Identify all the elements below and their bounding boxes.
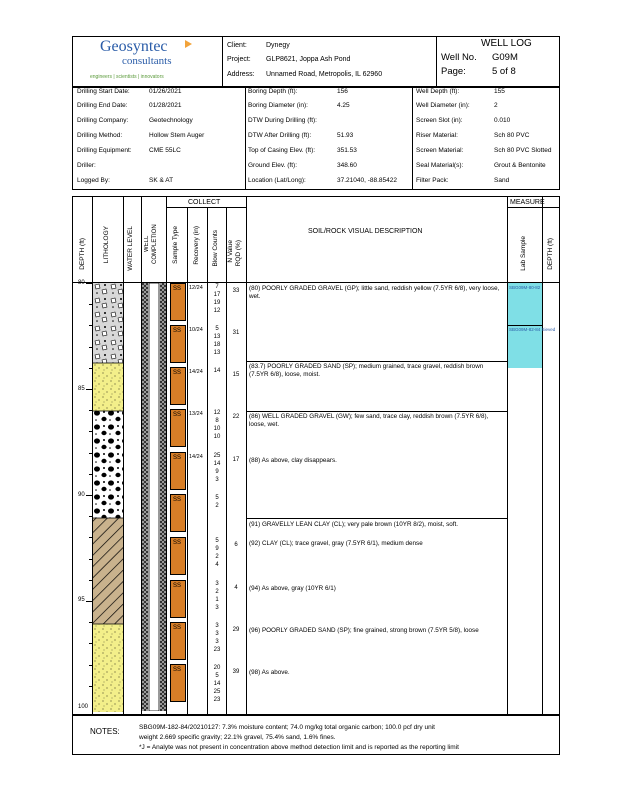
blow-count: 14: [213, 681, 221, 687]
soil-description: (83.7) POORLY GRADED SAND (SP); medium grained, trace gravel, reddish brown (7.5YR 6/8), loose, moist.: [249, 363, 484, 378]
blow-count: 2: [215, 503, 219, 509]
depth-tick: [86, 495, 92, 496]
notes-line-1: SBG09M-182-84/20210127: 7.3% moisture content; 74.0 mg/kg total organic carbon; 100.0 pcf dry unit: [139, 724, 435, 731]
col-recovery: Recovery (in): [193, 226, 200, 265]
n-value: 31: [232, 330, 240, 336]
page-value: 5 of 8: [492, 66, 516, 77]
info-value: Sand: [494, 177, 510, 184]
blow-count: 23: [213, 647, 221, 653]
description-divider: [246, 518, 507, 519]
depth-tick: [89, 516, 92, 517]
notes-line-2: weight 2.669 specific gravity; 22.1% gravel, 75.4% sand, 1.6% fines.: [139, 734, 336, 741]
project-label: Project:: [227, 56, 251, 63]
soil-description: (96) POORLY GRADED SAND (SP); fine grained, strong brown (7.5YR 5/8), loose: [249, 627, 479, 634]
lith-sand: [93, 363, 123, 411]
blow-count: 3: [215, 631, 219, 637]
blow-count: 23: [213, 697, 221, 703]
info-label: Boring Diameter (in):: [248, 102, 308, 109]
n-value: 15: [232, 372, 240, 378]
blow-count: 9: [215, 469, 219, 475]
info-label: Logged By:: [77, 177, 110, 184]
n-value: 4: [234, 585, 238, 591]
info-value: CME 55LC: [149, 147, 181, 154]
blow-count: 3: [215, 605, 219, 611]
soil-description: (88) As above, clay disappears.: [249, 457, 337, 464]
col-depth-right: DEPTH (ft): [547, 238, 554, 270]
depth-tick: [86, 283, 92, 284]
info-value: 348.60: [337, 162, 357, 169]
info-value: 01/26/2021: [149, 88, 182, 95]
blow-count: 14: [213, 461, 221, 467]
info-value: 37.21040, -88.85422: [337, 177, 397, 184]
col-blow-counts: Blow Counts: [212, 230, 219, 267]
col-sample-type: Sample Type: [172, 226, 179, 264]
info-label: Location (Lat/Long):: [248, 177, 306, 184]
blow-count: 12: [213, 308, 221, 314]
sample-recovery: 10/24: [189, 327, 203, 333]
blow-count: 13: [213, 350, 221, 356]
info-label: Top of Casing Elev. (ft):: [248, 147, 316, 154]
logo-tagline: engineers | scientists | innovators: [90, 74, 164, 80]
info-value: 156: [337, 88, 348, 95]
blow-count: 25: [213, 453, 221, 459]
depth-tick-label: 100: [78, 704, 89, 710]
col-water-level: WATER LEVEL: [127, 226, 134, 271]
depth-tick: [89, 686, 92, 687]
logo-sub: consultants: [122, 55, 172, 67]
notes-line-3: *J = Analyte was not present in concentration above method detection limit and is reported as the reporting limit: [139, 744, 459, 751]
project-value: GLP8621, Joppa Ash Pond: [266, 56, 351, 63]
blow-count: 12: [213, 410, 221, 416]
depth-tick: [89, 643, 92, 644]
address-label: Address:: [227, 71, 255, 78]
logo-mark-icon: [185, 40, 192, 48]
n-value: 17: [232, 457, 240, 463]
soil-description: (92) CLAY (CL); trace gravel, gray (7.5YR 6/1), medium dense: [249, 540, 423, 547]
soil-description: (86) WELL GRADED GRAVEL (GW); few sand, trace clay, reddish brown (7.5YR 6/8), loose, wet.: [249, 413, 489, 428]
depth-tick: [89, 431, 92, 432]
blow-count: 5: [215, 495, 219, 501]
depth-tick: [86, 601, 92, 602]
col-lab-sample: Lab Sample: [520, 236, 527, 271]
sample-type: SS: [173, 370, 182, 376]
info-block: [72, 87, 560, 190]
grout-left: [142, 283, 148, 711]
soil-description: (98) As above.: [249, 669, 290, 676]
depth-tick: [89, 325, 92, 326]
lith-gravel: [93, 283, 123, 363]
sample-recovery: 12/24: [189, 285, 203, 291]
depth-tick: [89, 347, 92, 348]
soil-description: (80) POORLY GRADED GRAVEL (GP); little sand, reddish yellow (7.5YR 6/8), very loose, wet.: [249, 285, 500, 300]
depth-tick: [86, 389, 92, 390]
blow-count: 4: [215, 562, 219, 568]
blow-count: 3: [215, 639, 219, 645]
sample-recovery: 14/24: [189, 369, 203, 375]
lithology-column: [93, 283, 123, 715]
info-value: 01/28/2021: [149, 102, 182, 109]
blow-count: 1: [215, 597, 219, 603]
sample-recovery: 13/24: [189, 411, 203, 417]
lab-sample-2: SBG09M-82-84 Sieved: [509, 327, 556, 332]
info-value: Sch 80 PVC Slotted: [494, 147, 552, 154]
info-value: Sch 80 PVC: [494, 132, 530, 139]
n-value: 6: [234, 542, 238, 548]
info-label: Drilling Company:: [77, 117, 129, 124]
blow-count: 10: [213, 426, 221, 432]
blow-count: 20: [213, 665, 221, 671]
depth-tick: [89, 665, 92, 666]
depth-tick-label: 85: [78, 386, 85, 392]
info-label: Well Diameter (in):: [416, 102, 470, 109]
blow-count: 3: [215, 623, 219, 629]
lith-clay: [93, 518, 123, 624]
sample-type: SS: [173, 412, 182, 418]
blow-count: 2: [215, 589, 219, 595]
col-n-value: N Value: [227, 240, 234, 263]
info-label: Screen Material:: [416, 147, 464, 154]
blow-count: 18: [213, 342, 221, 348]
info-label: Boring Depth (ft):: [248, 88, 298, 95]
grout-right: [160, 283, 166, 711]
info-value: 51.93: [337, 132, 354, 139]
well-no-value: G09M: [492, 52, 518, 63]
info-value: 351.53: [337, 147, 357, 154]
info-value: 4.25: [337, 102, 350, 109]
col-well-completion: WELL COMPLETION: [144, 224, 158, 264]
info-value: Grout & Bentonite: [494, 162, 546, 169]
blow-count: 3: [215, 581, 219, 587]
lith-sand-2: [93, 624, 123, 712]
col-depth: DEPTH (ft): [79, 238, 86, 270]
col-collect: COLLECT: [188, 199, 221, 206]
soil-description: (91) GRAVELLY LEAN CLAY (CL); very pale brown (10YR 8/2), moist, soft.: [249, 521, 459, 528]
info-label: Riser Material:: [416, 132, 458, 139]
casing: [149, 283, 159, 711]
n-value: 29: [232, 627, 240, 633]
company-logo: [84, 38, 212, 83]
col-measure: MEASURE: [510, 199, 545, 206]
info-label: DTW After Drilling (ft):: [248, 132, 312, 139]
depth-tick: [89, 537, 92, 538]
depth-tick-label: 95: [78, 597, 85, 603]
info-label: Seal Material(s):: [416, 162, 464, 169]
soil-description: (94) As above, gray (10YR 6/1): [249, 585, 336, 592]
page-label: Page:: [441, 66, 466, 77]
blow-count: 19: [213, 300, 221, 306]
blow-count: 17: [213, 292, 221, 298]
blow-count: 2: [215, 554, 219, 560]
info-label: Drilling Method:: [77, 132, 123, 139]
col-description: SOIL/ROCK VISUAL DESCRIPTION: [308, 228, 423, 235]
sample-recovery: 14/24: [189, 454, 203, 460]
info-label: Drilling End Date:: [77, 102, 128, 109]
blow-count: 8: [215, 418, 219, 424]
n-value: 33: [232, 288, 240, 294]
info-value: Geotechnology: [149, 117, 193, 124]
col-rqd: RQD (%): [235, 240, 242, 267]
n-value: 22: [232, 414, 240, 420]
info-value: 0.010: [494, 117, 511, 124]
info-value: 2: [494, 102, 498, 109]
info-label: Well Depth (ft):: [416, 88, 460, 95]
lab-sample-1: SBG09M-80-82: [509, 285, 541, 290]
info-value: 155: [494, 88, 505, 95]
sample-type: SS: [173, 455, 182, 461]
blow-count: 14: [213, 368, 221, 374]
blow-count: 5: [215, 326, 219, 332]
notes-label: NOTES:: [90, 727, 120, 736]
well-completion-diagram: [142, 283, 166, 711]
description-divider: [246, 361, 507, 362]
depth-tick-label: 90: [78, 492, 85, 498]
sample-type: SS: [173, 540, 182, 546]
info-label: Driller:: [77, 162, 96, 169]
client-label: Client:: [227, 42, 247, 49]
depth-tick: [89, 368, 92, 369]
well-no-label: Well No.: [441, 52, 477, 63]
n-value: 39: [232, 669, 240, 675]
info-label: Drilling Equipment:: [77, 147, 132, 154]
depth-tick: [89, 410, 92, 411]
blow-count: 13: [213, 334, 221, 340]
info-label: DTW During Drilling (ft):: [248, 117, 317, 124]
depth-tick: [89, 474, 92, 475]
depth-tick: [89, 304, 92, 305]
blow-count: 10: [213, 434, 221, 440]
col-lithology: LITHOLOGY: [103, 226, 110, 264]
blow-count: 5: [215, 538, 219, 544]
description-divider: [246, 411, 507, 412]
depth-tick: [89, 622, 92, 623]
blow-count: 25: [213, 689, 221, 695]
sample-type: SS: [173, 625, 182, 631]
depth-tick: [89, 580, 92, 581]
address-value: Unnamed Road, Metropolis, IL 62960: [266, 71, 383, 78]
sample-type: SS: [173, 286, 182, 292]
info-label: Screen Slot (in):: [416, 117, 463, 124]
info-value: Hollow Stem Auger: [149, 132, 205, 139]
sample-type: SS: [173, 497, 182, 503]
info-label: Ground Elev. (ft):: [248, 162, 298, 169]
blow-count: 9: [215, 546, 219, 552]
blow-count: 5: [215, 673, 219, 679]
info-label: Filter Pack:: [416, 177, 449, 184]
blow-count: 3: [215, 477, 219, 483]
lith-well-graded-gravel: [93, 411, 123, 518]
doc-title: WELL LOG: [481, 38, 532, 49]
blow-count: 7: [215, 284, 219, 290]
sample-type: SS: [173, 667, 182, 673]
depth-tick-label: 80: [78, 280, 85, 286]
sample-type: SS: [173, 328, 182, 334]
depth-tick: [89, 559, 92, 560]
logo-name: Geosyntec: [100, 38, 168, 55]
depth-tick: [89, 453, 92, 454]
info-label: Drilling Start Date:: [77, 88, 130, 95]
info-value: SK & AT: [149, 177, 174, 184]
sample-type: SS: [173, 583, 182, 589]
client-value: Dynegy: [266, 42, 290, 49]
